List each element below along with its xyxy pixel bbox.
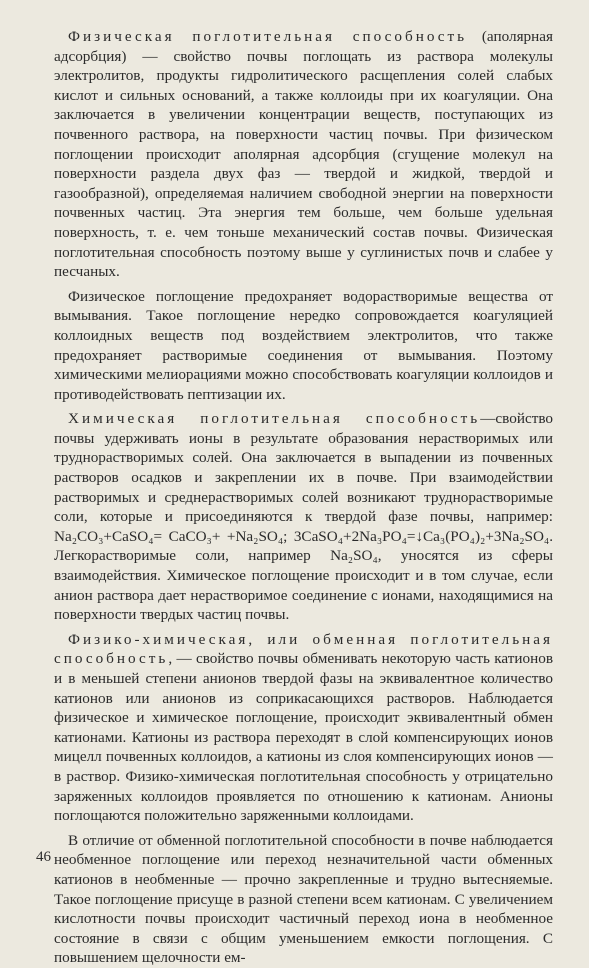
- paragraph-physical-absorption: [54, 27, 553, 282]
- paragraph-text: , — свойство почвы обменивать некоторую часть катионов и в меньшей степени анионов твердой фазы на эквивалентное количество катионов или анионов из соприкасающихся растворов. Наблюдается физическое и химическое поглощение, происходит эквивалентный обмен катионами. Катионы из раствора переходят в слой компенсирующих ионов мицелл почвенных коллоидов, а катионы из слоя компенсирующих ионов — в раствор. Физико-химическая поглотительная способность у отрицательно заряженных коллоидов проявляется по отношению к катионам. Анионы поглощаются положительно заряженными коллоидами.: [54, 650, 553, 825]
- paragraph-nonexchange-absorption: [54, 831, 553, 968]
- paragraph-chemical-absorption: [54, 409, 553, 625]
- term-chemical-absorption: Химическая поглотительная способность: [68, 410, 481, 428]
- paragraph-text: (аполярная адсорбция) — свойство почвы поглощать из раствора молекулы электролитов, продукты гидролитического расщепления солей слабых кислот и сильных оснований, а также коллоиды при их коагуляции. Она заключается в увеличении концентрации веществ, поступающих из почвенного раствора, на поверхности частиц почвы. При физическом поглощении происходит аполярная адсорбция (сгущение молекул на поверхности раздела двух фаз — твердой и жидкой, твердой и газообразной), определяемая наличием свободной энергии на поверхности почвенных частиц. Эта энергия тем больше, чем больше удельная поверхность, т. е. чем тоньше механический состав почвы. Физическая поглотительная способность поэтому выше у суглинистых почв и слабее у песчаных.: [54, 28, 553, 281]
- page-number: 46: [36, 849, 51, 865]
- term-exchange-absorption: Физико-химическая, или обменная поглотительная способность: [54, 630, 553, 668]
- paragraph-text: —свойство почвы удерживать ионы в результате образования нерастворимых или труднорастворимых солей. Она заключается в выпадении из почвенных растворов осадков и закреплении их в почве. При взаимодействии растворимых и среднерастворимых солей возникают труднорастворимые соли, которые и присоединяются к твердой фазе почвы, например: Na₂CO₃+CaSO₄= CaCO₃+ +Na₂SO₄; 3CaSO₄+2Na₃PO₄=↓Ca₃(PO₄)₂+3Na₂SO₄. Легкорастворимые соли, например Na₂SO₄, уносятся из сферы взаимодействия. Химическое поглощение происходит и в том случае, если анион раствора дает нерастворимое соединение с ионами, находящимися на поверхности твердых частиц почвы.: [54, 410, 553, 624]
- paragraph-exchange-absorption: [54, 630, 553, 826]
- paragraph-text: В отличие от обменной поглотительной способности в почве наблюдается необменное поглощение или переход незначительной части обменных катионов в необменные — прочно закрепленные и трудно вытесняемые. Такое поглощение присуще в разной степени всем катионам. С увеличением кислотности почвы происходит частичный переход иона в необменное состояние в связи с общим уменьшением емкости поглощения. С повышением щелочности ем-: [54, 831, 553, 967]
- paragraph-physical-absorption-effects: [54, 287, 553, 405]
- term-physical-absorption: Физическая поглотительная способность: [68, 28, 468, 45]
- paragraph-text: Физическое поглощение предохраняет водорастворимые вещества от вымывания. Такое поглощение нередко сопровождается коагуляцией коллоидных веществ под воздействием электролитов, что также предохраняет растворимые соединения от вымывания. Поэтому химическими мелиорациями можно способствовать коагуляции коллоидов и противодействовать пептизации их.: [54, 287, 553, 403]
